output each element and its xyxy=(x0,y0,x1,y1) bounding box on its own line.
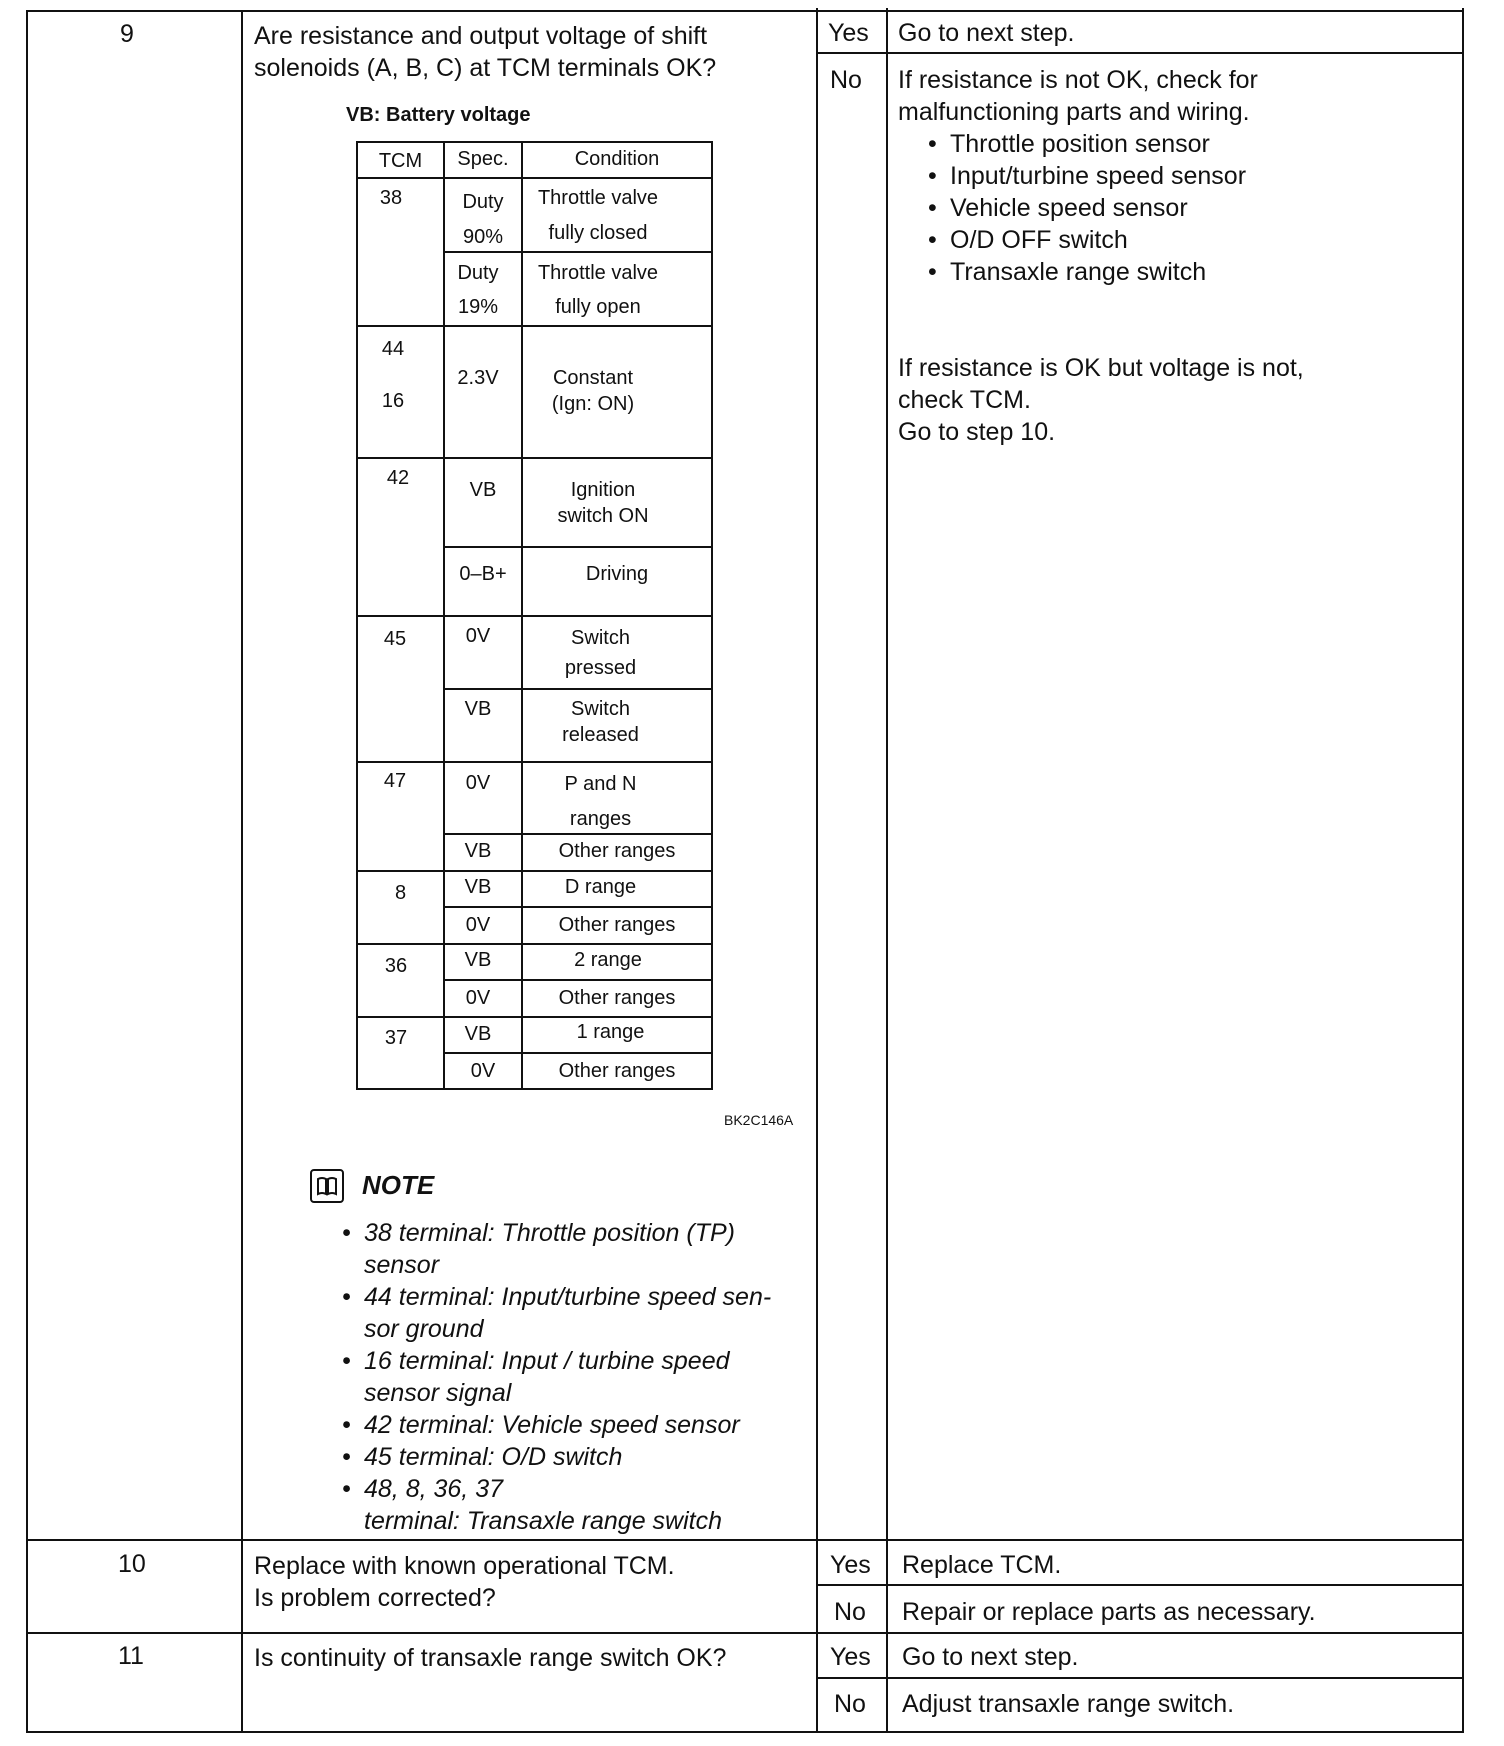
condition-cell: Throttle valve fully closed xyxy=(537,187,659,244)
header-spec: Spec. xyxy=(457,148,509,170)
yes-label: Yes xyxy=(828,19,869,47)
header-condition: Condition xyxy=(574,148,660,170)
list-item: • O/D OFF switch xyxy=(924,224,1258,256)
step-question: Replace with known operational TCM. Is problem corrected? xyxy=(254,1552,675,1612)
terminal-44: 44 xyxy=(381,338,405,360)
list-item: • 42 terminal: Vehicle speed sensor xyxy=(338,1409,808,1441)
condition-cell: Throttle valve fully open xyxy=(537,262,659,318)
spec-caption: VB: Battery voltage xyxy=(346,104,531,126)
condition-cell: P and N ranges xyxy=(564,773,637,830)
spec-cell: 0V xyxy=(465,772,491,794)
condition-cell: Driving xyxy=(585,563,649,585)
yes-action: Replace TCM. xyxy=(902,1551,1062,1579)
terminal-37: 37 xyxy=(384,1027,408,1049)
list-item: • Transaxle range switch xyxy=(924,256,1258,288)
spec-cell: Duty 90% xyxy=(462,191,504,248)
no-label: No xyxy=(834,1598,866,1626)
spec-cell: Duty 19% xyxy=(457,262,499,318)
condition-cell: 1 range xyxy=(576,1021,645,1043)
condition-cell: D range xyxy=(564,876,637,898)
no-action-extra: If resistance is OK but voltage is not, check TCM. Go to step 10. xyxy=(898,354,1304,446)
list-item: • 48, 8, 36, 37 terminal: Transaxle range switch xyxy=(338,1473,808,1537)
step-number: 10 xyxy=(118,1550,146,1578)
figure-code: BK2C146A xyxy=(724,1112,794,1128)
list-item: • 44 terminal: Input/turbine speed sen- sor ground xyxy=(338,1281,808,1345)
condition-cell: Switch pressed xyxy=(564,627,637,679)
yes-action: Go to next step. xyxy=(898,19,1075,47)
step-question: Is continuity of transaxle range switch OK? xyxy=(254,1644,727,1672)
yes-action: Go to next step. xyxy=(902,1643,1079,1671)
list-item: • 38 terminal: Throttle position (TP) sensor xyxy=(338,1217,808,1281)
condition-cell: Other ranges xyxy=(558,1060,676,1082)
yes-label: Yes xyxy=(830,1643,871,1671)
condition-cell: Switch released xyxy=(562,698,639,746)
condition-cell: 2 range xyxy=(574,949,642,971)
spec-cell: 2.3V xyxy=(457,367,499,389)
spec-cell: VB xyxy=(464,949,492,971)
condition-cell: Ignition switch ON xyxy=(557,479,649,527)
terminal-45: 45 xyxy=(383,628,407,650)
spec-cell: VB xyxy=(464,840,492,862)
terminal-16: 16 xyxy=(381,390,405,412)
list-item: • 16 terminal: Input / turbine speed sensor signal xyxy=(338,1345,808,1409)
step-number: 9 xyxy=(120,20,134,48)
no-label: No xyxy=(830,66,862,94)
spec-cell: 0V xyxy=(465,987,491,1009)
step-question: Are resistance and output voltage of shift solenoids (A, B, C) at TCM terminals OK? xyxy=(254,22,717,82)
note-title: NOTE xyxy=(362,1170,435,1200)
spec-cell: 0V xyxy=(465,914,491,936)
header-tcm: TCM xyxy=(378,150,423,172)
spec-cell: 0V xyxy=(465,625,491,647)
terminal-42: 42 xyxy=(386,467,410,489)
terminal-38: 38 xyxy=(379,187,403,209)
spec-cell: 0–B+ xyxy=(459,563,507,585)
spec-cell: VB xyxy=(464,876,492,898)
condition-cell: Other ranges xyxy=(558,914,676,936)
condition-cell: Other ranges xyxy=(558,987,676,1009)
spec-cell: VB xyxy=(469,479,497,501)
list-item: • Throttle position sensor xyxy=(924,128,1258,160)
spec-table xyxy=(356,141,713,1090)
note-list xyxy=(338,1217,808,1537)
no-action: If resistance is not OK, check for malfunctioning parts and wiring. • Throttle position sensor • Input/turbine speed sensor • Vehicle speed sensor • O/D OFF switch • Transaxle range switch xyxy=(898,64,1258,288)
list-item: • 45 terminal: O/D switch xyxy=(338,1441,808,1473)
step-number: 11 xyxy=(118,1642,144,1670)
list-item: • Input/turbine speed sensor xyxy=(924,160,1258,192)
terminal-47: 47 xyxy=(383,770,407,792)
terminal-8: 8 xyxy=(394,882,407,904)
terminal-36: 36 xyxy=(384,955,408,977)
spec-cell: VB xyxy=(464,1023,492,1045)
spec-cell: 0V xyxy=(470,1060,496,1082)
book-icon xyxy=(310,1169,344,1203)
no-action: Adjust transaxle range switch. xyxy=(902,1690,1235,1718)
condition-cell: Constant (Ign: ON) xyxy=(551,367,635,415)
spec-cell: VB xyxy=(464,698,492,720)
list-item: • Vehicle speed sensor xyxy=(924,192,1258,224)
condition-cell: Other ranges xyxy=(558,840,676,862)
no-action: Repair or replace parts as necessary. xyxy=(902,1598,1316,1626)
yes-label: Yes xyxy=(830,1551,871,1579)
no-label: No xyxy=(834,1690,866,1718)
